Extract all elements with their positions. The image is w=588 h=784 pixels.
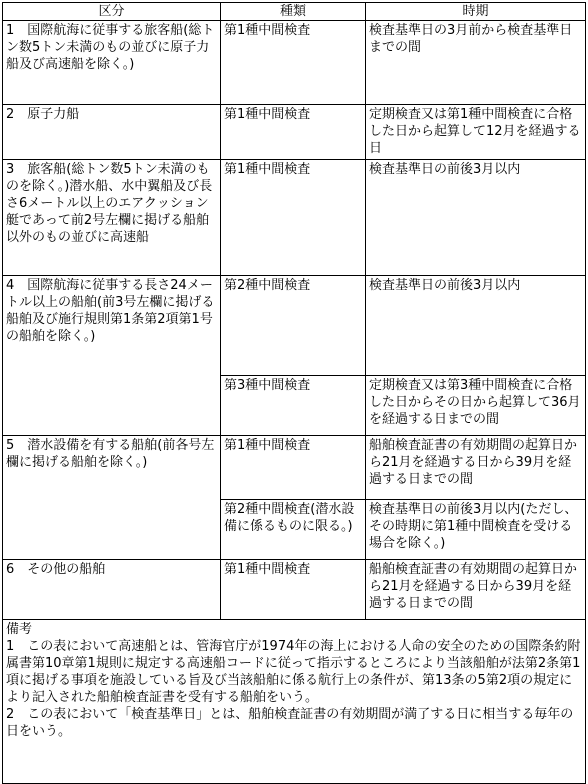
row-timing: 検査基準日の前後3月以内 [366,276,586,376]
table-header-row [3,3,586,21]
row-kind: 第1種中間検査 [221,21,366,105]
row-category: 6 その他の船舶 [3,560,221,620]
row-kind: 第2種中間検査(潜水設備に係るものに限る。) [221,500,366,560]
header-category: 区分 [3,3,221,21]
row-timing: 定期検査又は第1種中間検査に合格した日から起算して12月を経過する日 [366,105,586,160]
row-timing: 定期検査又は第3種中間検査に合格した日からその日から起算して36月を経過する日までの間 [366,376,586,436]
table-row [3,560,586,620]
notes-cell [3,620,586,784]
header-timing: 時期 [366,3,586,21]
row-category: 5 潜水設備を有する船舶(前各号左欄に掲げる船舶を除く。) [3,436,221,560]
row-timing: 船舶検査証書の有効期間の起算日から21月を経過する日から39月を経過する日までの間 [366,560,586,620]
row-kind: 第1種中間検査 [221,105,366,160]
row-timing: 検査基準日の前後3月以内 [366,160,586,276]
row-timing: 検査基準日の3月前から検査基準日までの間 [366,21,586,105]
row-kind: 第2種中間検査 [221,276,366,376]
row-kind: 第1種中間検査 [221,560,366,620]
table-row [3,160,586,276]
row-category: 1 国際航海に従事する旅客船(総トン数5トン未満のもの並びに原子力船及び高速船を除く。) [3,21,221,105]
table-row [3,436,586,500]
notes-heading: 備考 [6,622,33,637]
table-row [3,21,586,105]
row-category: 2 原子力船 [3,105,221,160]
note-item: 1 この表において高速船とは、管海官庁が1974年の海上における人命の安全のための国際条約附属書第10章第1規則に規定する高速船コードに従って指示するところにより当該船舶が法第2条第1項に掲げる事項を施設している旨及び当該船舶に係る航行上の条件が、第13条の5第2項の規定により記入された船舶検査証書を受有する船舶をいう。 [6,639,581,705]
row-category: 4 国際航海に従事する長さ24メートル以上の船舶(前3号左欄に掲げる船舶及び施行規則第1条第2項第1号の船舶を除く。) [3,276,221,436]
header-kind: 種類 [221,3,366,21]
table-row [3,105,586,160]
note-item: 2 この表において「検査基準日」とは、船舶検査証書の有効期間が満了する日に相当する毎年の日をいう。 [6,707,574,739]
row-kind: 第3種中間検査 [221,376,366,436]
row-category: 3 旅客船(総トン数5トン未満のものを除く。)潜水船、水中翼船及び長さ6メートル以上のエアクッション艇であって前2号左欄に掲げる船舶以外のもの並びに高速船 [3,160,221,276]
row-kind: 第1種中間検査 [221,160,366,276]
row-timing: 船舶検査証書の有効期間の起算日から21月を経過する日から39月を経過する日までの間 [366,436,586,500]
row-timing: 検査基準日の前後3月以内(ただし、その時期に第1種中間検査を受ける場合を除く。) [366,500,586,560]
inspection-timing-table [2,2,586,784]
notes-row [3,620,586,784]
table-row [3,276,586,376]
row-kind: 第1種中間検査 [221,436,366,500]
